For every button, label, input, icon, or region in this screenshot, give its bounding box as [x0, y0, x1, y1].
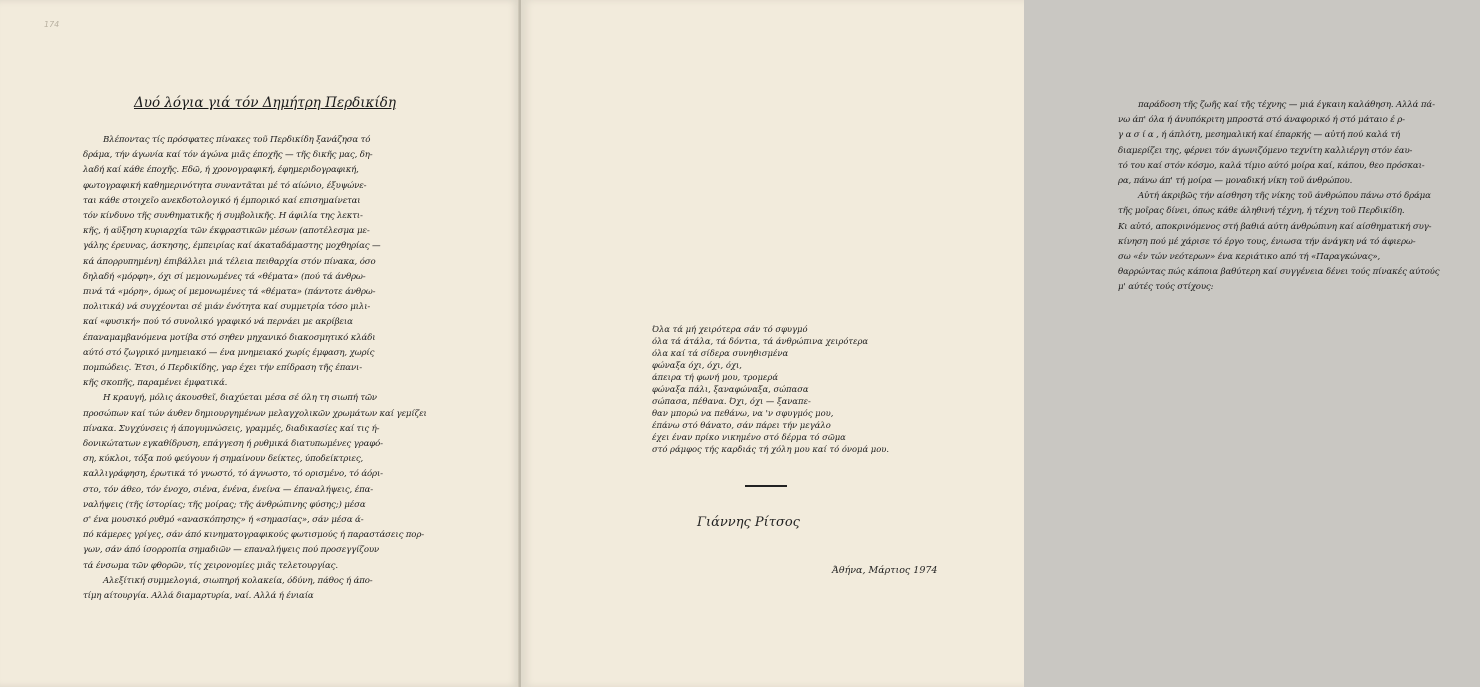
- text-line: νω άπ' όλα ή άνυπόκριτη μπροστά στό άναφορικό ή στό μάταιο έ ρ-: [1118, 115, 1405, 126]
- poem-line: όλα τά άτάλα, τά δόντια, τά άνθρώπινα χειρότερα: [652, 336, 869, 346]
- text-line: κῆς, ή αϋξηση κυριαρχία τῶν έκφραστικῶν μέσων (αποτέλεσμα με-: [83, 226, 370, 237]
- text-line: λαδή καί κάθε έποχῆς. Εδῶ, ή χρονογραφική, έφημεριδογραφική,: [83, 165, 359, 176]
- text-line: γων, σάν άπό ίσορροπία σημαδιῶν — επαναλήψεις πού προσεγγίζουν: [83, 545, 379, 556]
- text-line: μ' αύτές τούς στίχους:: [1118, 282, 1214, 293]
- text-line: θαρρώντας πώς κάποια βαθύτερη καί συγγένεια δένει τούς πίνακές αύτούς: [1118, 267, 1440, 278]
- poem-line: φώναξα πάλι, ξαναφώναξα, σώπασα: [652, 384, 809, 394]
- text-line: σ' ένα μουσικό ρυθμό «ανασκόπησης» ή «σημασίας», σάν μέσα ά-: [83, 515, 364, 526]
- poem-line: θαν μπορώ να πεθάνω, να 'ν σφυγμός μου,: [652, 408, 834, 418]
- text-line: δηλαδή «μόρφη», όχι σί μεμονωμένες τά «θέματα» (πού τά άνθρω-: [83, 271, 366, 282]
- signature: Γιάννης Ρίτσος: [697, 515, 800, 530]
- text-line: ρα, πάνω άπ' τή μοίρα — μοναδική νίκη τοῦ άνθρώπου.: [1118, 176, 1353, 187]
- text-line: πομπώδεις. Έτσι, ό Περδικίδης, γαρ έχει τήν επίδραση τῆς έπανι-: [83, 363, 362, 374]
- text-line: τά ένσωμα τῶν φθορῶν, τίς χειρονομίες μιᾶς τελετουργίας.: [83, 560, 338, 571]
- text-line: γ α σ ί α , ή άπλότη, μεσημαλική καί έπαρκής — αὐτή πού καλά τή: [1118, 130, 1400, 141]
- text-line: φωτογραφική καθημερινότητα συναντᾶται μέ τό αίώνιο, έξυψώνε-: [83, 180, 367, 191]
- poem-line: έπάνω στό θάνατο, σάν πάρει τήν μεγάλο: [652, 420, 831, 430]
- text-line: πό κάμερες γρίγες, σάν άπό κινηματογραφικούς φωτισμούς ή παραστάσεις πορ-: [83, 530, 424, 541]
- text-line: διαμερίζει της, φέρνει τόν άγωνιζόμενο τεχνίτη καλλιέργη στόν έαυ-: [1118, 145, 1413, 156]
- text-line: τῆς μοῖρας δίνει, όπως κάθε άληθινή τέχνη, ή τέχνη τοῦ Περδικίδη.: [1118, 206, 1405, 217]
- left-body-text: [83, 133, 475, 604]
- text-line: δονικώτατων εγκαθίδρυση, επάγγεση ή ρυθμικά διατυπωμένες γραφό-: [83, 439, 383, 450]
- text-line: στο, τόν άθεο, τόν ένοχο, σιένα, ένένα, ένείνα — έπαναλήψεις, έπα-: [83, 484, 374, 495]
- text-line: έπαναμαμβανόμενα μοτίβα στό σηθεν μηχανικό διακοσμητικό κλάδι: [83, 332, 376, 343]
- poem-line: σώπασα, πέθανα. Όχι, όχι — ξαναπε-: [652, 396, 811, 406]
- text-line: τίμη αίτουργία. Αλλά διαμαρτυρία, ναί. Αλλά ή ένιαία: [83, 591, 314, 602]
- text-line: γάλης έρευνας, άσκησης, έμπειρίας καί άκαταδάμαστης μοχθηρίας —: [83, 241, 381, 252]
- text-line: αύτό στό ζωγρικό μνημειακό — ένα μνημειακό χωρίς έμφαση, χωρίς: [83, 347, 375, 358]
- poem-line: όλα καί τά σίδερα συνηθισμένα: [652, 348, 789, 358]
- text-line: πολιτικά) νά συγχέονται σέ μιάν ένότητα καί συμμετρία τόσο μιλι-: [83, 302, 371, 313]
- text-line: Η κραυγή, μόλις άκουσθεῖ, διαχύεται μέσα σέ όλη τη σιωπή τῶν: [103, 393, 377, 404]
- text-line: σω «έν τών νεότερων» ένα κεριάτικο από τή «Παραγκώνας»,: [1118, 252, 1381, 263]
- text-line: τό του καί στόν κόσμο, καλά τίμιο αύτό μοίρα καί, κάπου, θεο πρόσκαι-: [1118, 160, 1425, 171]
- text-line: δράμα, τήν άγωνία καί τόν άγώνα μιᾶς έποχῆς — τῆς δικῆς μας, δη-: [83, 150, 373, 161]
- poem-line: έχει έναν πρίκο νικημένο στό δέρμα τό σῶμα: [652, 432, 846, 442]
- text-line: ση, κύκλοι, τόξα πού φεύγουν ή σημαίνουν δείκτες, ύποδείκτριες,: [83, 454, 364, 465]
- separator-rule: [745, 485, 787, 487]
- page-title: Δυό λόγια γιά τόν Δημήτρη Περδικίδη: [134, 95, 396, 111]
- text-line: τόν κίνδυνο τῆς συνθηματικῆς ή συμβολικῆς. Η άφιλία της λεκτι-: [83, 211, 363, 222]
- poem-stanza: [652, 323, 889, 455]
- text-line: παράδοση τῆς ζωῆς καί τῆς τέχνης — μιά έγκαιη καλάθηση. Αλλά πά-: [1138, 100, 1435, 110]
- text-line: προσώπων καί τών άυθεν δημιουργημένων μελαγχολικῶν χρωμάτων καί γεμίζει: [83, 408, 427, 419]
- text-line: Αὐτή άκριβῶς τήν αίσθηση τῆς νίκης τοῦ άνθρώπου πάνω στό δράμα: [1138, 191, 1431, 202]
- poem-line: στό ράμφος τής καρδιάς τή χόλη μου καί τό όνομά μου.: [652, 444, 890, 454]
- text-line: κά άπορρυπημένη) έπιβάλλει μιά τέλεια πειθαρχία στόν πίνακα, όσο: [83, 256, 376, 267]
- text-line: καί «φυσική» πού τό συνολικό γραφικό νά περνάει με ακρίβεια: [83, 317, 353, 328]
- dateline: Άθήνα, Μάρτιος 1974: [832, 565, 938, 576]
- right-body-text: [1118, 98, 1480, 296]
- text-line: Κι αὐτό, αποκρινόμενος στή βαθιά αύτη άνθρώπινη καί αίσθηματική συγ-: [1118, 221, 1432, 232]
- text-line: κῆς σκοπῆς, παραμένει έμφατικά.: [83, 378, 228, 389]
- poem-line: φώναξα όχι, όχι, όχι,: [652, 360, 742, 370]
- pencil-note: 174: [44, 20, 60, 29]
- text-line: ναλήψεις (τῆς ίστορίας; τῆς μοίρας; τῆς άνθρώπινης φύσης;) μέσα: [83, 499, 366, 510]
- text-line: κίνηση πού μέ χάρισε τό έργο τους, ένιωσα τήν άνάγκη νά τό άφιερω-: [1118, 236, 1416, 247]
- poem-line: άπειρα τή φωνή μου, τρομερά: [652, 372, 778, 382]
- text-line: Βλέποντας τίς πρόσφατες πίνακες τοῦ Περδικίδη ξανάζησα τό: [103, 135, 371, 145]
- text-line: πίνακα. Συγχύνσεις ή άπογυμνώσεις, γραμμές, διαδικασίες καί τις ή-: [83, 423, 380, 434]
- text-line: ται κάθε στοιχεῖο ανεκδοτολογικό ή έμπορικό καί επισημαίνεται: [83, 195, 361, 206]
- text-line: πινά τά «μόρη», όμως οί μεμονωμένες τά «θέματα» (πάντοτε άνθρω-: [83, 287, 376, 298]
- text-line: καλλιγράφηση, έρωτικά τό γνωστό, τό άγνωστο, τό ορισμένο, τό άόρι-: [83, 469, 383, 480]
- text-line: Αλεξίτική συμμελογιά, σιωπηρή κολακεία, όδύνη, πάθος ή άπο-: [103, 575, 373, 586]
- poem-line: Όλα τά μή χειρότερα σάν τό σφυγμό: [652, 324, 808, 334]
- left-page: [0, 0, 521, 687]
